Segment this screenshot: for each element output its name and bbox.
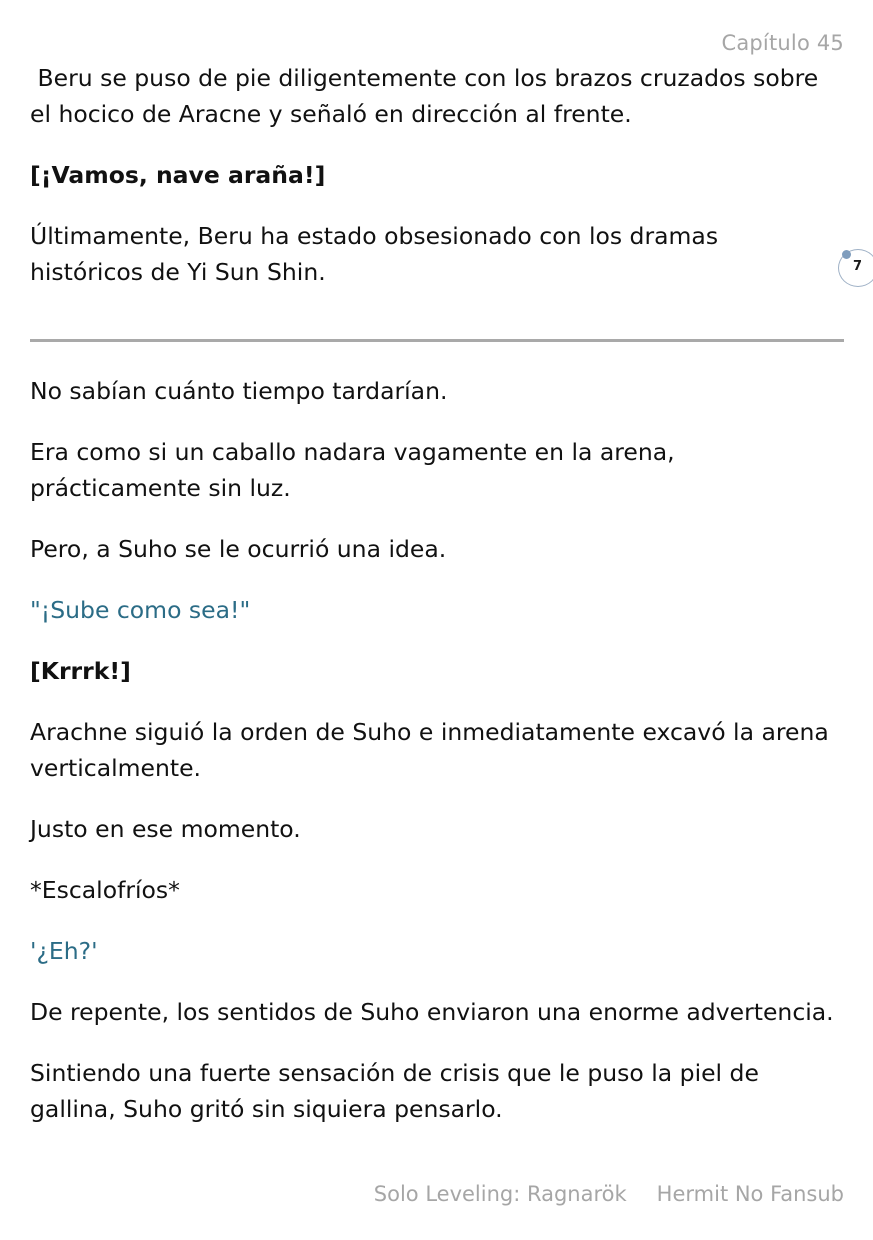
footer-group-name: Hermit No Fansub: [656, 1182, 844, 1206]
sound-effect: [Krrrk!]: [30, 657, 131, 685]
footnote-marker-button[interactable]: [838, 249, 873, 287]
paragraph: Era como si un caballo nadara vagamente en la arena, prácticamente sin luz.: [30, 438, 683, 502]
paragraph: No sabían cuánto tiempo tardarían.: [30, 377, 448, 405]
section-one: [30, 60, 830, 315]
paragraph: Sintiendo una fuerte sensación de crisis que le puso la piel de gallina, Suho gritó sin siquiera pensarlo.: [30, 1059, 767, 1123]
paragraph: [¡Vamos, nave araña!]: [30, 161, 326, 189]
paragraph: *Escalofríos*: [30, 876, 180, 904]
footnote-number: 7: [853, 259, 863, 274]
thought-line: '¿Eh?': [30, 937, 98, 965]
paragraph: Beru se puso de pie diligentemente con los brazos cruzados sobre el hocico de Aracne y señaló en dirección al frente.: [30, 64, 826, 128]
paragraph: Pero, a Suho se le ocurrió una idea.: [30, 535, 447, 563]
paragraph: Últimamente, Beru ha estado obsesionado con los dramas históricos de Yi Sun Shin.: [30, 222, 726, 286]
page-footer: [374, 1182, 844, 1206]
footnote-dot-icon: [842, 250, 851, 259]
section-two: [30, 373, 840, 1152]
chapter-header: Capítulo 45: [721, 31, 844, 55]
footer-book-title: Solo Leveling: Ragnarök: [373, 1182, 627, 1206]
paragraph: Justo en ese momento.: [30, 815, 301, 843]
section-divider: [30, 339, 844, 342]
dialogue-line: "¡Sube como sea!": [30, 596, 251, 624]
paragraph: Arachne siguió la orden de Suho e inmediatamente excavó la arena verticalmente.: [30, 718, 837, 782]
paragraph: De repente, los sentidos de Suho enviaron una enorme advertencia.: [30, 998, 834, 1026]
